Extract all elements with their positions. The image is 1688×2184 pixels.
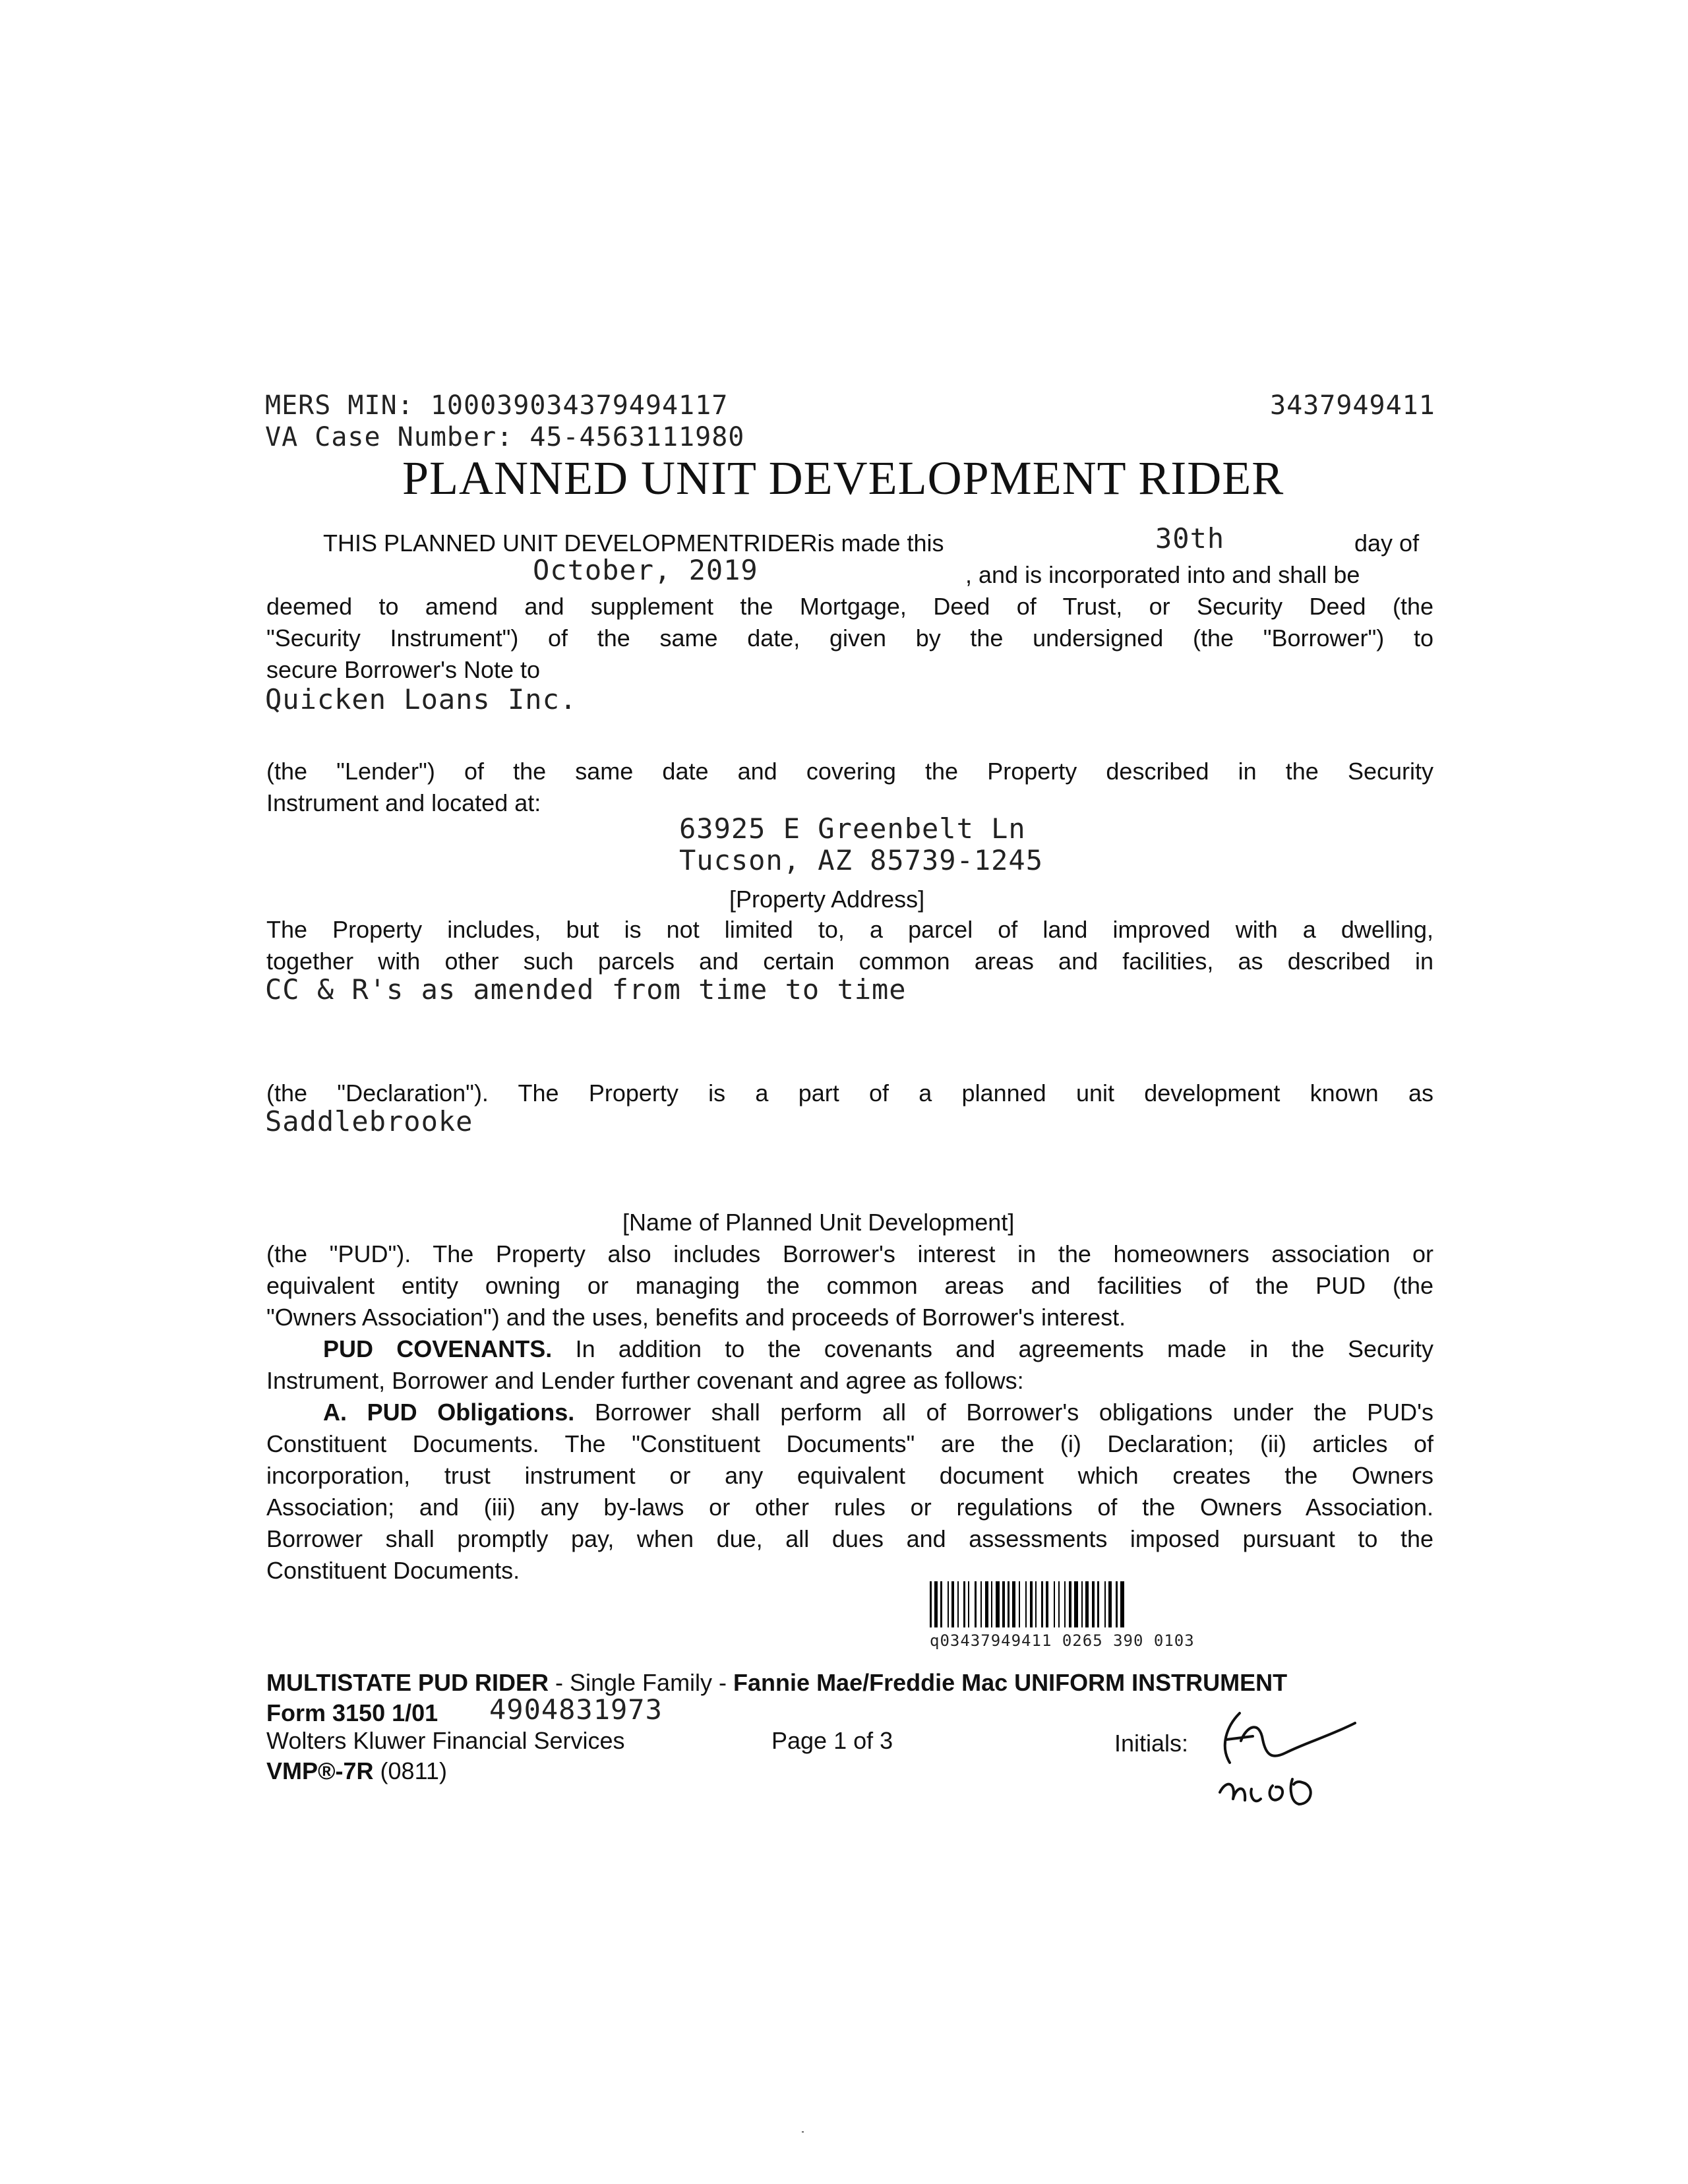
obligations-line-2: Constituent Documents. The "Constituent Documents" are the (i) Declaration; (ii) articles of bbox=[266, 1430, 1433, 1457]
obligations-line-6: Constituent Documents. bbox=[266, 1557, 520, 1584]
footer-rider-line bbox=[266, 1667, 1287, 1699]
intro-line-3: deemed to amend and supplement the Mortgage, Deed of Trust, or Security Deed (the bbox=[266, 593, 1433, 620]
intro-incorporated: , and is incorporated into and shall be bbox=[965, 561, 1360, 588]
pud-name-label: [Name of Planned Unit Development] bbox=[622, 1209, 1015, 1236]
page-number: Page 1 of 3 bbox=[771, 1727, 893, 1754]
obligations-line-1 bbox=[323, 1397, 1433, 1428]
intro-day-of: day of bbox=[1354, 530, 1420, 557]
barcode-caption: q03437949411 0265 390 0103 bbox=[930, 1631, 1195, 1650]
pud-name: Saddlebrooke bbox=[265, 1105, 473, 1138]
intro-day: 30th bbox=[1155, 522, 1225, 555]
initials-label: Initials: bbox=[1114, 1730, 1189, 1757]
covenants-text-1: In addition to the covenants and agreements made in the Security bbox=[575, 1335, 1433, 1362]
lender-name: Quicken Loans Inc. bbox=[265, 683, 578, 715]
property-description-2: together with other such parcels and certain common areas and facilities, as described in bbox=[266, 948, 1433, 975]
rider-title: MULTISTATE PUD RIDER bbox=[266, 1669, 549, 1696]
document-title: PLANNED UNIT DEVELOPMENT RIDER bbox=[402, 452, 1284, 504]
obligations-line-5: Borrower shall promptly pay, when due, all dues and assessments imposed pursuant to the bbox=[266, 1525, 1433, 1552]
intro-line-5: secure Borrower's Note to bbox=[266, 656, 541, 683]
property-address-label: [Property Address] bbox=[729, 886, 925, 913]
handwritten-initials-signature bbox=[1200, 1700, 1372, 1819]
rider-family: - Single Family - bbox=[548, 1669, 734, 1696]
property-address-line-2: Tucson, AZ 85739-1245 bbox=[679, 844, 1044, 876]
declaration-line: (the "Declaration"). The Property is a part of a planned unit development known as bbox=[266, 1079, 1433, 1107]
property-address-line-1: 63925 E Greenbelt Ln bbox=[679, 812, 1026, 845]
obligations-heading: A. PUD Obligations. bbox=[323, 1399, 575, 1426]
covenants-line-1 bbox=[323, 1333, 1433, 1365]
obligations-line-3: incorporation, trust instrument or any equivalent document which creates the Owners bbox=[266, 1462, 1433, 1489]
intro-line-4: "Security Instrument") of the same date, given by the undersigned (the "Borrower") to bbox=[266, 624, 1433, 652]
covenants-heading: PUD COVENANTS. bbox=[323, 1335, 553, 1362]
va-case-number: VA Case Number: 45-4563111980 bbox=[265, 422, 745, 452]
intro-lead: THIS PLANNED UNIT DEVELOPMENTRIDERis made this bbox=[323, 530, 944, 557]
loan-number: 3437949411 bbox=[1270, 390, 1435, 421]
declaration-document: CC & R's as amended from time to time bbox=[265, 973, 907, 1006]
lender-line-2: Instrument and located at: bbox=[266, 789, 541, 816]
pud-line-3: "Owners Association") and the uses, benefits and proceeds of Borrower's interest. bbox=[266, 1304, 1126, 1331]
pud-line-2: equivalent entity owning or managing the common areas and facilities of the PUD (the bbox=[266, 1272, 1433, 1299]
obligations-line-4: Association; and (iii) any by-laws or other rules or regulations of the Owners Association. bbox=[266, 1494, 1433, 1521]
barcode bbox=[930, 1581, 1385, 1633]
uniform-instrument: Fannie Mae/Freddie Mac UNIFORM INSTRUMENT bbox=[733, 1669, 1288, 1696]
vmp-code: VMP®-7R (0811) bbox=[266, 1757, 447, 1784]
lender-line-1: (the "Lender") of the same date and covering the Property described in the Security bbox=[266, 758, 1433, 785]
form-id: 4904831973 bbox=[489, 1693, 663, 1726]
property-description-1: The Property includes, but is not limited to, a parcel of land improved with a dwelling, bbox=[266, 916, 1433, 943]
obligations-text-1: Borrower shall perform all of Borrower's obligations under the PUD's bbox=[594, 1399, 1433, 1426]
form-number: Form 3150 1/01 bbox=[266, 1699, 438, 1726]
covenants-line-2: Instrument, Borrower and Lender further covenant and agree as follows: bbox=[266, 1367, 1024, 1394]
pud-line-1: (the "PUD"). The Property also includes Borrower's interest in the homeowners association or bbox=[266, 1240, 1433, 1267]
mers-min: MERS MIN: 100039034379494117 bbox=[265, 390, 729, 421]
intro-date: October, 2019 bbox=[533, 554, 758, 586]
scan-dot bbox=[802, 2131, 804, 2133]
publisher: Wolters Kluwer Financial Services bbox=[266, 1727, 625, 1754]
